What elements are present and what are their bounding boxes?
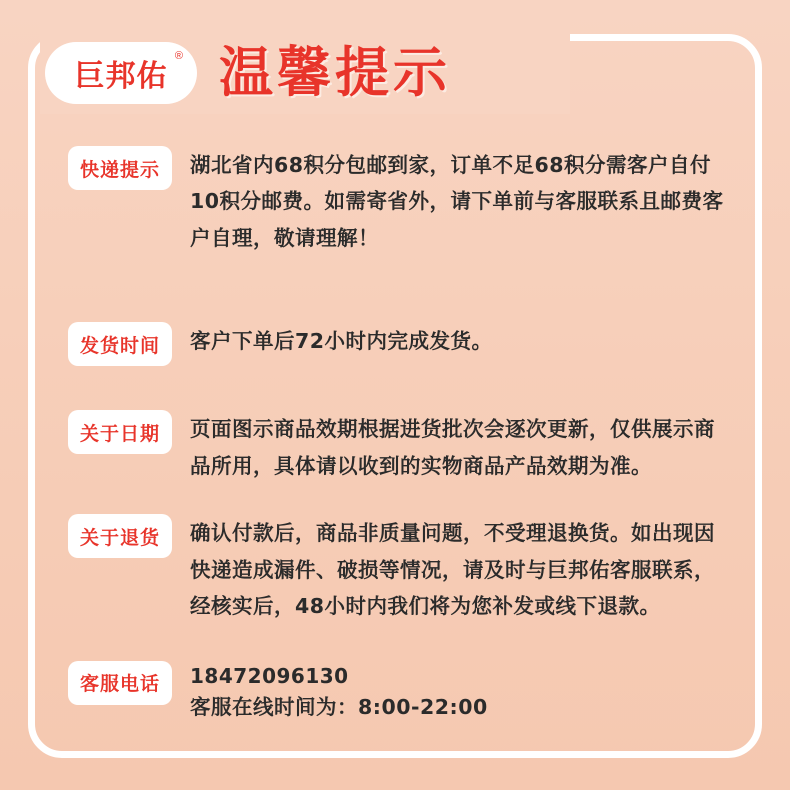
notice-tag-express: 快递提示	[68, 146, 172, 190]
notice-row-service-phone	[68, 661, 728, 724]
notice-tag-date: 关于日期	[68, 410, 172, 454]
brand-logo	[45, 42, 197, 104]
notice-tag-shipping-time: 发货时间	[68, 322, 172, 366]
notice-list	[68, 146, 728, 724]
registered-trademark-icon: ®	[174, 50, 183, 62]
notice-row-return	[68, 514, 728, 624]
notice-tag-service-phone: 客服电话	[68, 661, 172, 705]
service-contact-block	[190, 661, 728, 724]
notice-text-date: 页面图示商品效期根据进货批次会逐次更新，仅供展示商品所用，具体请以收到的实物商品产品效期为准。	[190, 417, 715, 478]
page-title: 温馨提示	[219, 41, 451, 104]
service-phone-number[interactable]: 18472096130	[190, 663, 349, 688]
notice-row-express	[68, 146, 728, 256]
service-hours: 客服在线时间为：8:00-22:00	[190, 694, 488, 719]
notice-row-shipping-time	[68, 322, 728, 366]
brand-logo-text: 巨邦佑	[74, 59, 168, 94]
notice-tag-return: 关于退货	[68, 514, 172, 558]
notice-text-shipping-time: 客户下单后72小时内完成发货。	[190, 329, 493, 354]
notice-text-return: 确认付款后，商品非质量问题，不受理退换货。如出现因快递造成漏件、破损等情况，请及时与巨邦佑客服联系，经核实后，48小时内我们将为您补发或线下退款。	[190, 521, 715, 619]
poster-header	[45, 42, 451, 104]
notice-text-express: 湖北省内68积分包邮到家，订单不足68积分需客户自付10积分邮费。如需寄省外，请下单前与客服联系且邮费客户自理，敬请理解！	[190, 153, 724, 250]
notice-row-date	[68, 410, 728, 484]
